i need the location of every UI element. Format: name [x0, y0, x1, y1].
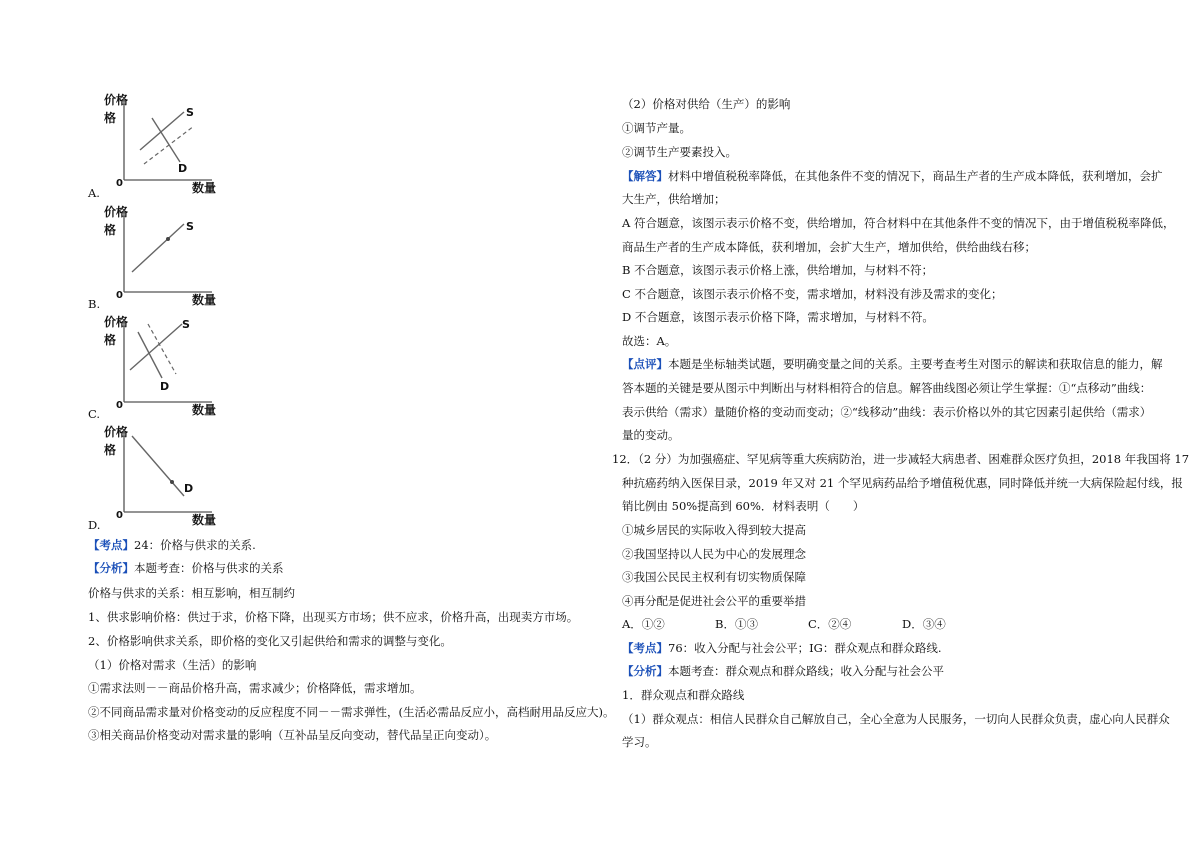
q12-line-1: 种抗癌药纳入医保目录，2019 年又对 21 个罕见病药品给予增值税优惠，同时降低并统一大病保险起付线，报: [622, 476, 1183, 490]
jieda-text: 材料中增值税税率降低，在其他条件不变的情况下，商品生产者的生产成本降低，获利增加，会扩: [668, 169, 1163, 183]
graph-b: [100, 204, 240, 309]
jieda-line-3: B 不合题意，该图示表示价格上涨，供给增加，与材料不符；: [622, 263, 934, 277]
left-line-4: ①需求法则－－商品价格升高，需求减少；价格降低，需求增加。: [88, 681, 422, 695]
dianping-line-1: 表示供给（需求）量随价格的变动而变动；②“线移动”曲线：表示价格以外的其它因素引起供给（需求）: [622, 405, 1152, 419]
kaodian-text: 24：价格与供求的关系.: [134, 538, 256, 552]
q12-line-4: ②我国坚持以人民为中心的发展理念: [622, 547, 806, 561]
supply-curve: [132, 224, 184, 272]
dianping-tag: 【点评】: [622, 357, 668, 371]
fenxi-text: 本题考查：价格与供求的关系: [134, 561, 284, 575]
demand-curve: [132, 436, 184, 496]
right-top-0: （2）价格对供给（生产）的影响: [622, 97, 791, 111]
y-axis-label-2: 格: [104, 223, 117, 237]
jieda-line-0: 大生产，供给增加；: [622, 192, 726, 206]
jieda-line-2: 商品生产者的生产成本降低，获利增加，会扩大生产，增加供给，供给曲线右移；: [622, 240, 1036, 254]
fenxi2-line: [622, 664, 944, 678]
dianping-line-2: 量的变动。: [622, 428, 680, 442]
dianping-text: 本题是坐标轴类试题，要明确变量之间的关系。主要考查考生对图示的解读和获取信息的能力，解: [668, 357, 1163, 371]
y-axis-label: 价格: [104, 315, 129, 329]
left-line-5: ②不同商品需求量对价格变动的反应程度不同－－需求弹性，(生活必需品反应小，高档耐用品反应大)。: [88, 705, 615, 719]
fenxi2-tag: 【分析】: [622, 664, 668, 678]
demand-curve: [138, 332, 162, 378]
y-axis-label-2: 格: [104, 333, 117, 347]
jieda-line-1: A 符合题意，该图示表示价格不变，供给增加，符合材料中在其他条件不变的情况下，由于增值税税率降低，: [622, 216, 1175, 230]
graph-d: [100, 424, 240, 529]
tail-line-0: 1．群众观点和群众路线: [622, 688, 745, 702]
x-axis-label: 数量: [192, 181, 217, 195]
d-label: D: [160, 380, 170, 393]
q12-line-3: ①城乡居民的实际收入得到较大提高: [622, 523, 806, 537]
jieda-line-5: D 不合题意，该图示表示价格下降，需求增加，与材料不符。: [622, 310, 934, 324]
dianping-line: [622, 357, 1163, 371]
option-b-label: B.: [88, 297, 101, 311]
left-line-2: 2、价格影响供求关系，即价格的变化又引起供给和需求的调整与变化。: [88, 634, 452, 648]
y-axis-label: 价格: [104, 205, 129, 219]
jieda-tag: 【解答】: [622, 169, 668, 183]
kaodian-line: [88, 538, 256, 552]
x-axis-label: 数量: [192, 403, 217, 417]
supply-curve: [140, 112, 184, 150]
x-axis-label: 数量: [192, 293, 217, 307]
option-a-label: A.: [88, 186, 100, 200]
x-axis-label: 数量: [192, 513, 217, 527]
d-label: D: [178, 162, 188, 175]
graph-a: [100, 92, 240, 197]
option-d-label: D.: [88, 518, 101, 532]
choice-a: A．①②: [622, 617, 665, 631]
jieda-line-4: C 不合题意，该图示表示价格不变，需求增加，材料没有涉及需求的变化；: [622, 287, 1003, 301]
q12-line-5: ③我国公民民主权利有切实物质保障: [622, 570, 806, 584]
q12-line-2: 销比例由 50%提高到 60%．材料表明（ ）: [622, 499, 865, 513]
jieda-line-6: 故选：A。: [622, 334, 677, 348]
tail-line-2: 学习。: [622, 735, 657, 749]
right-top-1: ①调节产量。: [622, 121, 691, 135]
kaodian2-text: 76：收入分配与社会公平；IG：群众观点和群众路线.: [668, 641, 942, 655]
graph-c: [100, 314, 240, 419]
s-label: S: [186, 220, 194, 233]
y-axis-label: 价格: [104, 425, 129, 439]
origin-label: 0: [116, 510, 123, 521]
fenxi-tag: 【分析】: [88, 561, 134, 575]
left-line-6: ③相关商品价格变动对需求量的影响（互补品呈反向变动，替代品呈正向变动）。: [88, 728, 497, 742]
tail-line-1: （1）群众观点：相信人民群众自己解放自己，全心全意为人民服务，一切向人民群众负责，虚心向人民群众: [622, 712, 1170, 726]
option-c-label: C.: [88, 407, 101, 421]
y-axis-label-2: 格: [104, 443, 117, 457]
origin-label: 0: [116, 400, 123, 411]
movement-point: [170, 480, 174, 484]
kaodian2-tag: 【考点】: [622, 641, 668, 655]
movement-point: [166, 237, 170, 241]
kaodian-tag: 【考点】: [88, 538, 134, 552]
demand-curve-shifted: [148, 324, 176, 374]
s-label: S: [182, 318, 190, 331]
origin-label: 0: [116, 290, 123, 301]
fenxi2-text: 本题考查：群众观点和群众路线；收入分配与社会公平: [668, 664, 944, 678]
choice-b: B．①③: [715, 617, 758, 631]
y-axis-label: 价格: [104, 93, 129, 107]
q12-line-6: ④再分配是促进社会公平的重要举措: [622, 594, 806, 608]
y-axis-label-2: 格: [104, 111, 117, 125]
fenxi-line: [88, 561, 284, 575]
left-line-0: 价格与供求的关系：相互影响，相互制约: [88, 586, 295, 600]
right-top-2: ②调节生产要素投入。: [622, 145, 737, 159]
choice-d: D．③④: [902, 617, 946, 631]
choice-c: C．②④: [808, 617, 852, 631]
dianping-line-0: 答本题的关键是要从图示中判断出与材料相符合的信息。解答曲线图必须让学生掌握：①“点移动”曲线：: [622, 381, 1152, 395]
kaodian2-line: [622, 641, 942, 655]
s-label: S: [186, 106, 194, 119]
d-label: D: [184, 482, 194, 495]
origin-label: 0: [116, 178, 123, 189]
jieda-line: [622, 169, 1163, 183]
left-line-1: 1、供求影响价格：供过于求，价格下降，出现买方市场；供不应求，价格升高，出现卖方市场。: [88, 610, 579, 624]
q12-line-0: 12．（2 分）为加强癌症、罕见病等重大疾病防治，进一步减轻大病患者、困难群众医疗负担，2018 年我国将 17: [612, 452, 1190, 466]
left-line-3: （1）价格对需求（生活）的影响: [88, 658, 257, 672]
supply-curve: [130, 324, 182, 370]
